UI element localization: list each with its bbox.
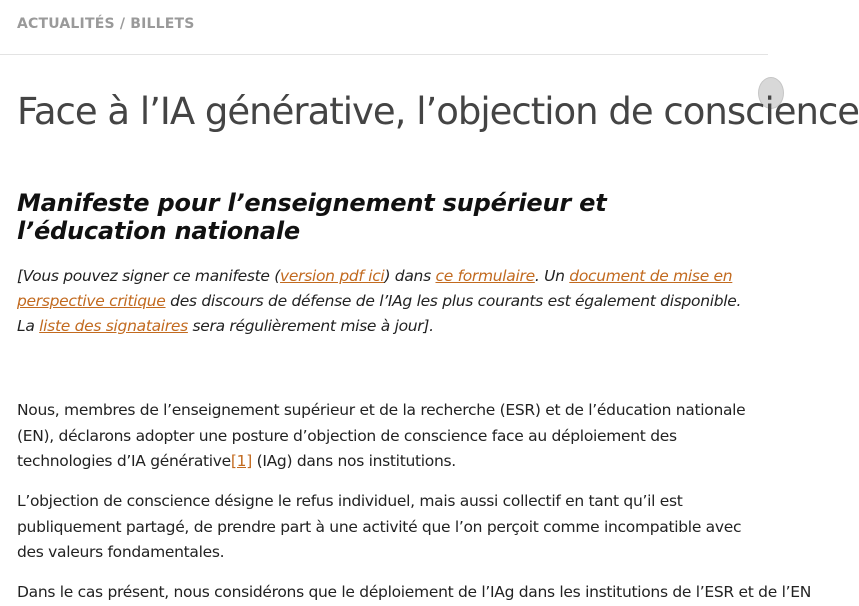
breadcrumb-billets[interactable]: BILLETS <box>130 16 195 32</box>
pdf-version-link[interactable]: version pdf ici <box>280 267 385 285</box>
para1-text-2: (IAg) dans nos institutions. <box>251 452 456 470</box>
para1-text-1: Nous, membres de l’enseignement supérieur et de la recherche (ESR) et de l’éducation nationale (EN), déclarons adopter une posture d’objection de conscience face au déploiement des technologies d’IA générative <box>17 401 746 470</box>
intro-text-2: ) dans <box>384 267 436 285</box>
breadcrumb-separator: / <box>119 16 126 32</box>
body-paragraph-1 <box>17 398 757 475</box>
intro-paragraph <box>17 264 752 339</box>
page-title: Face à l’IA générative, l’objection de conscience <box>17 90 859 133</box>
breadcrumb-actualites[interactable]: ACTUALITÉS <box>17 16 115 32</box>
critical-document-link[interactable]: document de mise en perspective critique <box>17 267 733 310</box>
signatories-list-link[interactable]: liste des signataires <box>39 317 188 335</box>
body-paragraph-2: L’objection de conscience désigne le refus individuel, mais aussi collectif en tant qu’il est publiquement partagé, de prendre part à une activité que l’on perçoit comme incompatible avec des valeurs fondamentales. <box>17 492 742 561</box>
form-link[interactable]: ce formulaire <box>435 267 535 285</box>
body-paragraph-3: Dans le cas présent, nous considérons que le déploiement de l’IAg dans les institutions de l’ESR et de l’EN <box>17 583 811 601</box>
top-bar <box>0 0 768 55</box>
manifesto-subtitle: Manifeste pour l’enseignement supérieur et l’éducation nationale <box>17 189 607 245</box>
footnote-link-1[interactable]: [1] <box>230 452 252 470</box>
intro-text-1: [Vous pouvez signer ce manifeste ( <box>17 267 281 285</box>
intro-text-4: des discours de défense de l’IAg les plus courants est également disponible. La <box>17 292 742 335</box>
intro-text-3: . Un <box>534 267 570 285</box>
breadcrumb <box>17 16 195 32</box>
intro-text-5: sera régulièrement mise à jour]. <box>187 317 434 335</box>
